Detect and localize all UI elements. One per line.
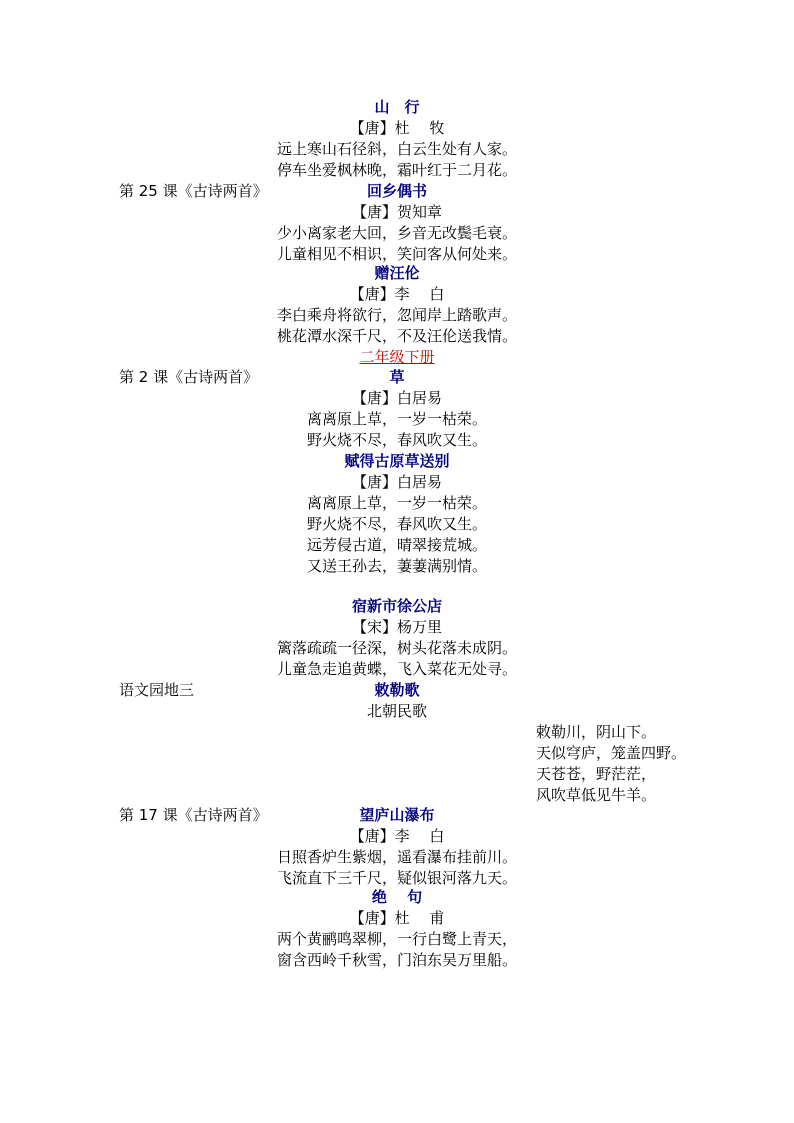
poem-author: 【唐】贺知章 bbox=[351, 203, 442, 221]
poem-line: 两个黄鹂鸣翠柳，一行白鹭上青天， bbox=[276, 930, 517, 948]
poem-line: 远上寒山石径斜，白云生处有人家。 bbox=[276, 140, 517, 158]
poem-title: 望庐山瀑布 bbox=[359, 806, 435, 824]
poem-line: 桃花潭水深千尺，不及汪伦送我情。 bbox=[276, 327, 517, 345]
poem-author: 【宋】杨万里 bbox=[351, 618, 442, 636]
poem-line: 停车坐爱枫林晚，霜叶红于二月花。 bbox=[276, 161, 517, 179]
poem-title: 回乡偶书 bbox=[366, 182, 427, 200]
poem-line: 少小离家老大回，乡音无改鬓毛衰。 bbox=[276, 224, 517, 242]
section-header-link[interactable]: 二年级下册 bbox=[359, 348, 435, 366]
poem-author: 【唐】杜 牧 bbox=[349, 119, 445, 137]
poem-author: 北朝民歌 bbox=[366, 702, 427, 720]
poem-line: 天似穹庐，笼盖四野。 bbox=[536, 744, 687, 762]
poem-line: 儿童急走追黄蝶，飞入菜花无处寻。 bbox=[276, 660, 517, 678]
poem-line: 天苍苍，野茫茫， bbox=[536, 765, 657, 783]
poem-title: 草 bbox=[389, 368, 405, 386]
poem-line: 离离原上草，一岁一枯荣。 bbox=[306, 494, 487, 512]
poem-title: 绝 句 bbox=[371, 888, 423, 906]
poem-line: 风吹草低见牛羊。 bbox=[536, 786, 657, 804]
lesson-label: 第 25 课《古诗两首》 bbox=[119, 182, 268, 200]
poem-author: 【唐】李 白 bbox=[349, 285, 445, 303]
poem-title: 山 行 bbox=[374, 98, 420, 116]
poem-line: 日照香炉生紫烟，遥看瀑布挂前川。 bbox=[276, 848, 517, 866]
lesson-label: 语文园地三 bbox=[119, 681, 195, 699]
poem-line: 又送王孙去，萋萋满别情。 bbox=[306, 557, 487, 575]
poem-line: 窗含西岭千秋雪，门泊东吴万里船。 bbox=[276, 951, 517, 969]
poem-author: 【唐】白居易 bbox=[351, 389, 442, 407]
poem-title: 赠汪伦 bbox=[374, 264, 420, 282]
poem-line: 离离原上草，一岁一枯荣。 bbox=[306, 410, 487, 428]
poem-title: 赋得古原草送别 bbox=[344, 452, 450, 470]
poem-line: 儿童相见不相识，笑问客从何处来。 bbox=[276, 245, 517, 263]
poem-author: 【唐】白居易 bbox=[351, 473, 442, 491]
poem-line: 敕勒川，阴山下。 bbox=[536, 723, 657, 741]
poem-line: 飞流直下三千尺，疑似银河落九天。 bbox=[276, 869, 517, 887]
poem-line: 篱落疏疏一径深，树头花落未成阴。 bbox=[276, 639, 517, 657]
poem-line: 李白乘舟将欲行，忽闻岸上踏歌声。 bbox=[276, 306, 517, 324]
lesson-label: 第 17 课《古诗两首》 bbox=[119, 806, 268, 824]
poem-line: 野火烧不尽，春风吹又生。 bbox=[306, 515, 487, 533]
poem-line: 远芳侵古道，晴翠接荒城。 bbox=[306, 536, 487, 554]
poem-author: 【唐】杜 甫 bbox=[349, 909, 445, 927]
poem-title: 敕勒歌 bbox=[374, 681, 420, 699]
lesson-label: 第 2 课《古诗两首》 bbox=[119, 368, 259, 386]
poem-title: 宿新市徐公店 bbox=[351, 597, 442, 615]
poem-line: 野火烧不尽，春风吹又生。 bbox=[306, 431, 487, 449]
poem-author: 【唐】李 白 bbox=[349, 827, 445, 845]
